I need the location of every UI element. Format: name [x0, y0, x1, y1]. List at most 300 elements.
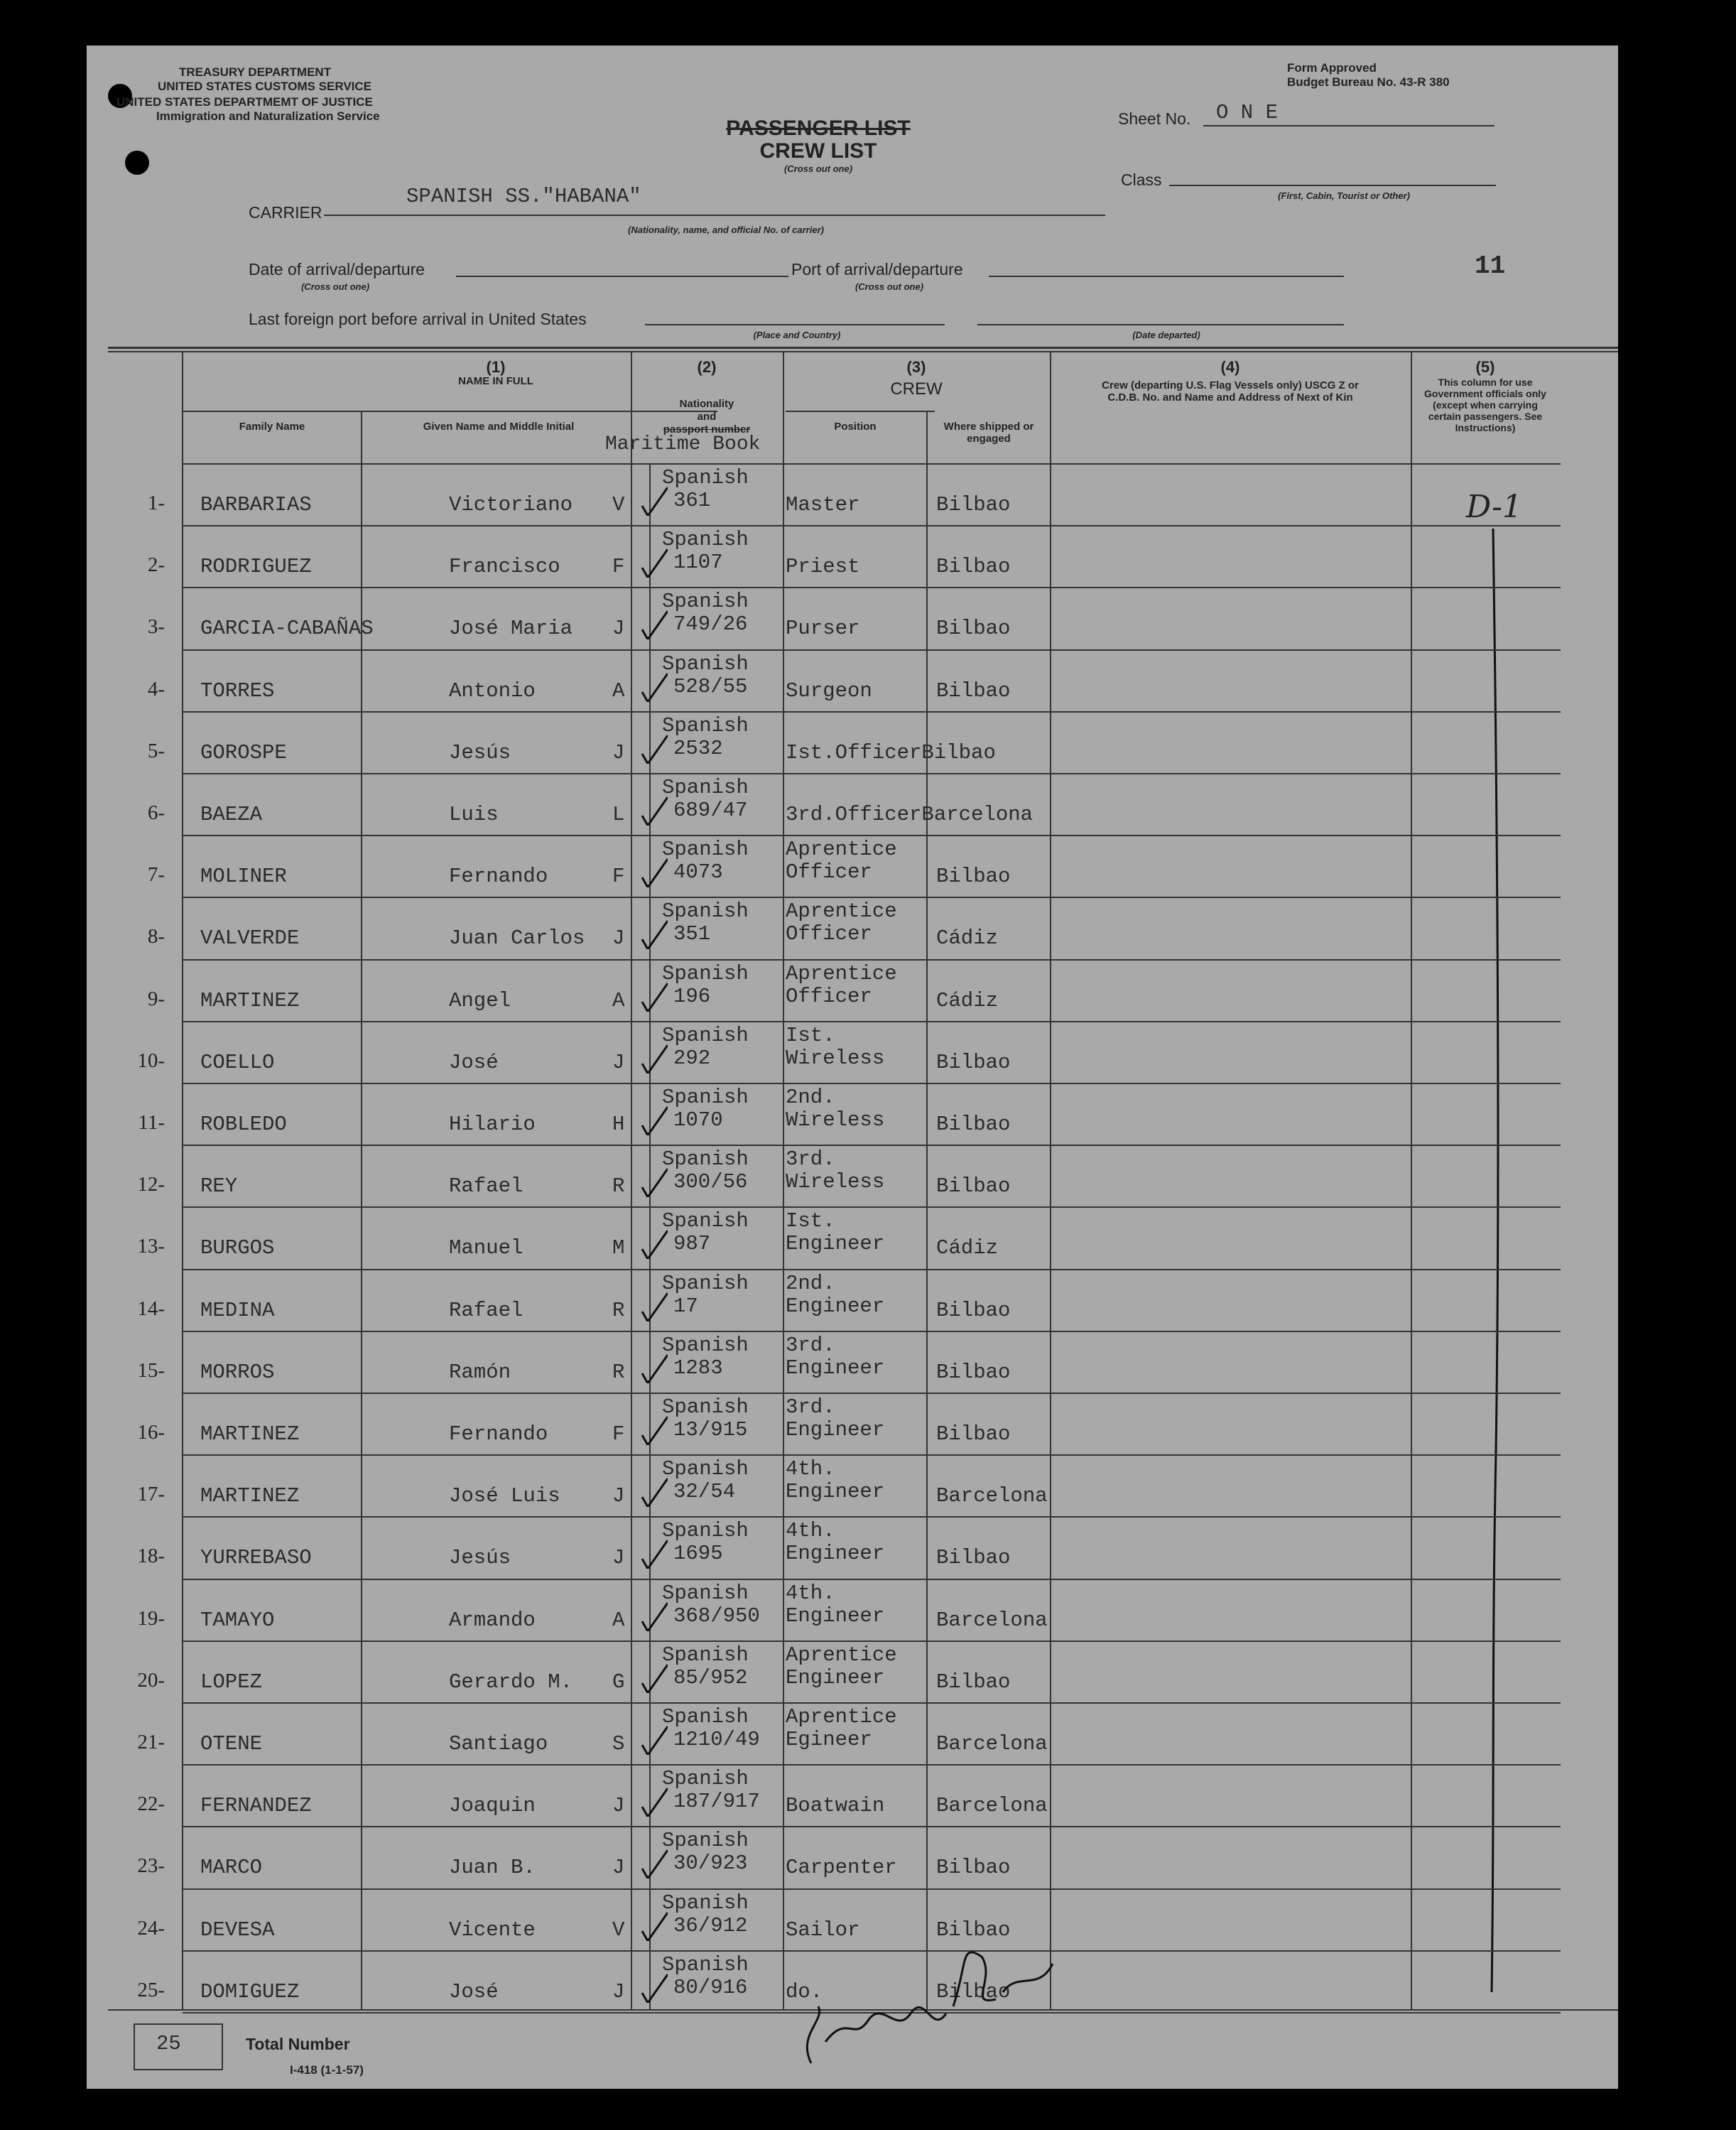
row-divider	[183, 1764, 1561, 1766]
position: Sailor	[786, 1918, 860, 1942]
nationality: Spanish	[662, 1457, 749, 1481]
middle-initial: A	[612, 1608, 625, 1632]
col-passport-struck: passport number	[663, 423, 751, 436]
col-family-name: Family Name	[239, 421, 305, 433]
family-name: OTENE	[200, 1732, 263, 1756]
nationality: Spanish	[662, 1952, 749, 1977]
where-shipped: Barcelona	[936, 1484, 1048, 1508]
position: 4th.	[786, 1581, 835, 1605]
maritime-book-no: 80/916	[673, 1975, 748, 1999]
given-name: Jesús	[449, 740, 511, 764]
position: Boatwain	[786, 1794, 885, 1818]
row-number: 21-	[137, 1731, 165, 1753]
nationality: Spanish	[662, 1147, 749, 1172]
maritime-book-no: 749/26	[673, 612, 748, 637]
position-line-2: Wireless	[786, 1170, 885, 1194]
position: do.	[786, 1979, 823, 2004]
check-mark-icon	[639, 1166, 668, 1197]
given-name: Ramón	[449, 1360, 511, 1384]
col-given-name: Given Name and Middle Initial	[423, 421, 575, 433]
carrier-note: (Nationality, name, and official No. of carrier)	[628, 225, 824, 235]
maritime-book-no: 1695	[673, 1542, 723, 1566]
family-name: MARTINEZ	[200, 1422, 300, 1446]
family-name: REY	[200, 1174, 238, 1199]
given-name: Joaquin	[449, 1794, 536, 1818]
position: Master	[786, 493, 860, 517]
given-name: Hilario	[449, 1113, 536, 1136]
row-number: 12-	[137, 1173, 165, 1196]
position: Ist.	[786, 1209, 835, 1233]
passenger-list-title: PASSENGER LIST	[726, 117, 911, 140]
row-number: 19-	[137, 1606, 165, 1630]
col4-number: (4)	[1220, 358, 1240, 376]
form-approved: Form Approved	[1287, 61, 1377, 75]
position: 3rd.OfficerBarcelona	[786, 803, 1034, 826]
maritime-book-no: 1070	[673, 1108, 723, 1132]
middle-initial: H	[612, 1113, 625, 1136]
row-divider	[183, 835, 1561, 836]
position: 4th.	[786, 1519, 835, 1543]
port-arrival-label: Port of arrival/departure	[791, 260, 963, 279]
middle-initial: J	[612, 926, 625, 951]
position-line-2: Wireless	[786, 1046, 885, 1070]
check-mark-icon	[639, 1724, 668, 1755]
family-name: YURREBASO	[200, 1546, 312, 1570]
middle-initial: A	[612, 988, 625, 1012]
middle-initial: R	[612, 1360, 625, 1384]
middle-initial: G	[612, 1670, 625, 1694]
check-mark-icon	[639, 1414, 668, 1445]
family-name: GARCIA-CABAÑAS	[200, 617, 374, 641]
position-line-2: Officer	[786, 922, 872, 946]
col-nationality-and: and	[697, 411, 717, 423]
position: 3rd.	[786, 1333, 835, 1357]
total-value: 25	[156, 2032, 181, 2055]
where-shipped: Bilbao	[936, 493, 1011, 517]
row-divider	[183, 1206, 1561, 1208]
family-name: LOPEZ	[200, 1670, 263, 1694]
family-name: DEVESA	[200, 1918, 275, 1942]
check-mark-icon	[639, 1228, 668, 1259]
family-name: FERNANDEZ	[200, 1794, 312, 1818]
position: 3rd.	[786, 1395, 835, 1419]
agency-line-3: UNITED STATES DEPARTMEMT OF JUSTICE	[116, 95, 373, 109]
official-mark: D-1	[1466, 489, 1522, 525]
check-mark-icon	[639, 1785, 668, 1817]
middle-initial: J	[612, 1484, 625, 1508]
row-number: 9-	[147, 987, 165, 1010]
nationality: Spanish	[662, 1209, 749, 1233]
family-name: VALVERDE	[200, 926, 300, 951]
row-divider	[183, 1083, 1561, 1084]
row-divider	[183, 1454, 1561, 1456]
position: Ist.OfficerBilbao	[786, 740, 996, 764]
middle-initial: F	[612, 555, 625, 579]
where-shipped: Bilbao	[936, 1670, 1011, 1694]
crew-table	[87, 45, 1618, 2089]
row-number: 15-	[137, 1358, 165, 1382]
position-line-2: Officer	[786, 860, 872, 885]
position: 2nd.	[786, 1271, 835, 1295]
row-divider	[183, 1269, 1561, 1270]
where-shipped: Bilbao	[936, 555, 1011, 579]
row-number: 13-	[137, 1235, 165, 1258]
row-number: 1-	[147, 492, 165, 514]
where-shipped: Barcelona	[936, 1732, 1048, 1756]
nationality: Spanish	[662, 1333, 749, 1357]
family-name: MOLINER	[200, 865, 287, 889]
given-name: José	[449, 1050, 499, 1074]
where-shipped: Bilbao	[936, 1360, 1011, 1384]
position: Priest	[786, 555, 860, 579]
date-departed-note: (Date departed)	[1132, 330, 1200, 340]
col-nationality: Nationality	[679, 398, 734, 410]
position-line-2: Engineer	[786, 1356, 885, 1380]
nationality: Spanish	[662, 713, 749, 737]
given-name: Angel	[449, 988, 511, 1012]
check-mark-icon	[639, 608, 668, 639]
position-line-2: Egineer	[786, 1728, 872, 1751]
check-mark-icon	[639, 671, 668, 702]
row-number: 2-	[147, 553, 165, 577]
nationality: Spanish	[662, 466, 749, 490]
where-shipped: Cádiz	[936, 926, 999, 951]
col-maritime-book: Maritime Book	[605, 433, 761, 455]
given-name: Rafael	[449, 1174, 523, 1199]
official-pen-line	[1450, 529, 1536, 2021]
sheet-no-value: O N E	[1216, 101, 1279, 124]
where-shipped: Bilbao	[936, 679, 1011, 703]
budget-bureau-no: Budget Bureau No. 43-R 380	[1287, 75, 1450, 89]
where-shipped: Bilbao	[936, 1298, 1011, 1322]
col4-text: Crew (departing U.S. Flag Vessels only) USCG Z or C.D.B. No. and Name and Address of Next of Kin	[1102, 379, 1359, 404]
row-number: 3-	[147, 615, 165, 639]
where-shipped: Bilbao	[936, 865, 1011, 889]
given-name: Vicente	[449, 1918, 536, 1942]
carrier-label: CARRIER	[249, 203, 322, 222]
family-name: GOROSPE	[200, 740, 287, 764]
row-number: 4-	[147, 677, 165, 701]
family-name: MARTINEZ	[200, 988, 300, 1012]
nationality: Spanish	[662, 1271, 749, 1295]
family-name: RODRIGUEZ	[200, 555, 312, 579]
given-name: Victoriano	[449, 493, 573, 517]
check-mark-icon	[639, 546, 668, 578]
where-shipped: Cádiz	[936, 988, 999, 1012]
middle-initial: J	[612, 1979, 625, 2004]
row-number: 10-	[137, 1049, 165, 1072]
family-name: DOMIGUEZ	[200, 1979, 300, 2004]
nationality: Spanish	[662, 961, 749, 985]
check-mark-icon	[639, 1662, 668, 1693]
check-mark-icon	[639, 1537, 668, 1569]
given-name: Luis	[449, 803, 499, 826]
check-mark-icon	[639, 794, 668, 826]
middle-initial: R	[612, 1174, 625, 1199]
family-name: BARBARIAS	[200, 493, 312, 517]
position: Surgeon	[786, 679, 872, 703]
nationality: Spanish	[662, 528, 749, 552]
agency-line-2: UNITED STATES CUSTOMS SERVICE	[158, 80, 372, 93]
nationality: Spanish	[662, 1767, 749, 1791]
nationality: Spanish	[662, 1519, 749, 1543]
given-name: Antonio	[449, 679, 536, 703]
given-name: Juan B.	[449, 1856, 536, 1880]
maritime-book-no: 1107	[673, 551, 723, 575]
row-divider	[183, 711, 1561, 713]
family-name: MARCO	[200, 1856, 263, 1880]
row-number: 25-	[137, 1978, 165, 2001]
position-line-2: Engineer	[786, 1294, 885, 1318]
check-mark-icon	[639, 1910, 668, 1941]
nationality: Spanish	[662, 838, 749, 862]
check-mark-icon	[639, 1476, 668, 1507]
position-line-2: Engineer	[786, 1480, 885, 1504]
nationality: Spanish	[662, 1891, 749, 1915]
where-shipped: Bilbao	[936, 1174, 1011, 1199]
family-name: MARTINEZ	[200, 1484, 300, 1508]
middle-initial: V	[612, 1918, 625, 1942]
crew-list-title: CREW LIST	[759, 139, 877, 163]
col-where-shipped: Where shipped or engaged	[943, 421, 1034, 445]
row-divider	[183, 1888, 1561, 1890]
col2-number: (2)	[697, 358, 717, 376]
given-name: Juan Carlos	[449, 926, 585, 951]
position-line-2: Officer	[786, 984, 872, 1008]
where-shipped: Bilbao	[936, 1050, 1011, 1074]
col1-number: (1)	[486, 358, 506, 376]
maritime-book-no: 13/915	[673, 1418, 748, 1442]
check-mark-icon	[639, 732, 668, 764]
row-number: 22-	[137, 1793, 165, 1816]
nationality: Spanish	[662, 1581, 749, 1605]
given-name: Francisco	[449, 555, 560, 579]
middle-initial: J	[612, 1856, 625, 1880]
middle-initial: J	[612, 1546, 625, 1570]
check-mark-icon	[639, 918, 668, 949]
where-shipped: Bilbao	[936, 1856, 1011, 1880]
middle-initial: V	[612, 493, 625, 517]
maritime-book-no: 2532	[673, 736, 723, 760]
row-number: 18-	[137, 1545, 165, 1568]
position: 4th.	[786, 1457, 835, 1481]
where-shipped: Cádiz	[936, 1236, 999, 1260]
given-name: Fernando	[449, 1422, 548, 1446]
maritime-book-no: 17	[673, 1294, 698, 1318]
row-divider	[183, 1145, 1561, 1146]
middle-initial: F	[612, 865, 625, 889]
given-name: Manuel	[449, 1236, 523, 1260]
signature	[783, 1935, 1081, 2077]
where-shipped: Bilbao	[936, 1546, 1011, 1570]
nationality: Spanish	[662, 652, 749, 676]
form-sheet	[87, 45, 1618, 2089]
position-line-2: Wireless	[786, 1108, 885, 1132]
col-position: Position	[834, 421, 877, 433]
row-divider	[183, 1021, 1561, 1022]
position: Carpenter	[786, 1856, 897, 1880]
middle-initial: J	[612, 740, 625, 764]
given-name: José	[449, 1979, 499, 2004]
row-number: 23-	[137, 1854, 165, 1878]
check-mark-icon	[639, 1290, 668, 1321]
maritime-book-no: 187/917	[673, 1790, 760, 1814]
nationality: Spanish	[662, 1829, 749, 1853]
place-country-note: (Place and Country)	[753, 330, 841, 340]
sheet-no-label: Sheet No.	[1118, 109, 1191, 128]
maritime-book-no: 196	[673, 984, 711, 1008]
where-shipped: Bilbao	[936, 1113, 1011, 1136]
middle-initial: A	[612, 679, 625, 703]
middle-initial: M	[612, 1236, 625, 1260]
position: Ist.	[786, 1023, 835, 1047]
row-divider	[183, 1702, 1561, 1704]
maritime-book-no: 368/950	[673, 1604, 760, 1628]
nationality: Spanish	[662, 776, 749, 799]
class-label: Class	[1121, 171, 1162, 189]
col5-text: This column for use Government officials only (except when carrying certain passengers. See Instructions)	[1424, 377, 1546, 433]
family-name: COELLO	[200, 1050, 275, 1074]
nationality: Spanish	[662, 1643, 749, 1667]
maritime-book-no: 351	[673, 922, 711, 946]
carrier-value: SPANISH SS."HABANA"	[406, 185, 641, 208]
list-number: 11	[1475, 252, 1506, 281]
maritime-book-no: 85/952	[673, 1665, 748, 1690]
given-name: Armando	[449, 1608, 536, 1632]
row-divider	[183, 1826, 1561, 1827]
maritime-book-no: 4073	[673, 860, 723, 885]
row-divider	[183, 525, 1561, 526]
maritime-book-no: 1283	[673, 1356, 723, 1380]
row-number: 5-	[147, 739, 165, 762]
row-divider	[183, 773, 1561, 774]
nationality: Spanish	[662, 1395, 749, 1419]
check-mark-icon	[639, 1972, 668, 2003]
nationality: Spanish	[662, 1023, 749, 1047]
form-number: I-418 (1-1-57)	[290, 2063, 364, 2077]
nationality: Spanish	[662, 1705, 749, 1729]
family-name: TAMAYO	[200, 1608, 275, 1632]
row-number: 7-	[147, 863, 165, 887]
family-name: MORROS	[200, 1360, 275, 1384]
col5-number: (5)	[1475, 358, 1495, 376]
nationality: Spanish	[662, 590, 749, 614]
family-name: MEDINA	[200, 1298, 275, 1322]
check-mark-icon	[639, 1104, 668, 1135]
check-mark-icon	[639, 1042, 668, 1074]
row-number: 14-	[137, 1297, 165, 1320]
row-number: 20-	[137, 1668, 165, 1692]
date-arrival-label: Date of arrival/departure	[249, 260, 425, 279]
maritime-book-no: 987	[673, 1232, 711, 1256]
title-note: (Cross out one)	[783, 163, 853, 174]
position: Aprentice	[786, 961, 897, 985]
maritime-book-no: 30/923	[673, 1851, 748, 1876]
position-line-2: Engineer	[786, 1418, 885, 1442]
position-line-2: Engineer	[786, 1542, 885, 1566]
position: Aprentice	[786, 1705, 897, 1729]
row-divider	[183, 959, 1561, 961]
row-divider	[183, 587, 1561, 588]
row-divider	[183, 1640, 1561, 1642]
middle-initial: R	[612, 1298, 625, 1322]
row-divider	[183, 649, 1561, 651]
family-name: ROBLEDO	[200, 1113, 287, 1136]
port-arrival-note: (Cross out one)	[855, 281, 924, 292]
where-shipped: Bilbao	[936, 1979, 1011, 2004]
check-mark-icon	[639, 1352, 668, 1383]
date-arrival-note: (Cross out one)	[300, 281, 370, 292]
col-crew: CREW	[890, 379, 943, 399]
total-label: Total Number	[246, 2035, 350, 2053]
row-divider	[183, 897, 1561, 898]
class-note: (First, Cabin, Tourist or Other)	[1278, 190, 1410, 201]
position-line-2: Engineer	[786, 1665, 885, 1690]
middle-initial: F	[612, 1422, 625, 1446]
last-foreign-port-label: Last foreign port before arrival in United States	[249, 310, 587, 328]
check-mark-icon	[639, 485, 668, 516]
row-divider	[183, 1331, 1561, 1332]
row-divider	[183, 1393, 1561, 1394]
given-name: Gerardo M.	[449, 1670, 573, 1694]
check-mark-icon	[639, 1847, 668, 1878]
given-name: José Luis	[449, 1484, 560, 1508]
agency-line-1: TREASURY DEPARTMENT	[179, 65, 332, 79]
position: Aprentice	[786, 838, 897, 862]
where-shipped: Bilbao	[936, 617, 1011, 641]
given-name: José Maria	[449, 617, 573, 641]
row-number: 11-	[138, 1111, 165, 1134]
check-mark-icon	[639, 1600, 668, 1631]
maritime-book-no: 361	[673, 489, 711, 512]
where-shipped: Bilbao	[936, 1422, 1011, 1446]
col3-number: (3)	[906, 358, 926, 376]
maritime-book-no: 689/47	[673, 799, 748, 822]
col1-title: NAME IN FULL	[458, 375, 533, 387]
agency-line-4: Immigration and Naturalization Service	[156, 109, 380, 123]
row-number: 17-	[137, 1483, 165, 1506]
row-divider	[183, 1516, 1561, 1518]
where-shipped: Barcelona	[936, 1794, 1048, 1818]
family-name: TORRES	[200, 679, 275, 703]
middle-initial: L	[612, 803, 625, 826]
maritime-book-no: 292	[673, 1046, 711, 1070]
position-line-2: Engineer	[786, 1604, 885, 1628]
row-number: 8-	[147, 925, 165, 948]
middle-initial: J	[612, 617, 625, 641]
middle-initial: S	[612, 1732, 625, 1756]
row-number: 6-	[147, 801, 165, 824]
check-mark-icon	[639, 980, 668, 1012]
given-name: Fernando	[449, 865, 548, 889]
nationality: Spanish	[662, 899, 749, 924]
middle-initial: J	[612, 1794, 625, 1818]
position: Aprentice	[786, 1643, 897, 1667]
maritime-book-no: 36/912	[673, 1913, 748, 1937]
given-name: Santiago	[449, 1732, 548, 1756]
position-line-2: Engineer	[786, 1232, 885, 1256]
row-number: 16-	[137, 1421, 165, 1444]
row-number: 24-	[137, 1916, 165, 1940]
row-divider	[183, 1579, 1561, 1580]
middle-initial: J	[612, 1050, 625, 1074]
given-name: Jesús	[449, 1546, 511, 1570]
position: Aprentice	[786, 899, 897, 924]
position: 2nd.	[786, 1086, 835, 1109]
where-shipped: Bilbao	[936, 1918, 1011, 1942]
family-name: BURGOS	[200, 1236, 275, 1260]
maritime-book-no: 528/55	[673, 674, 748, 698]
